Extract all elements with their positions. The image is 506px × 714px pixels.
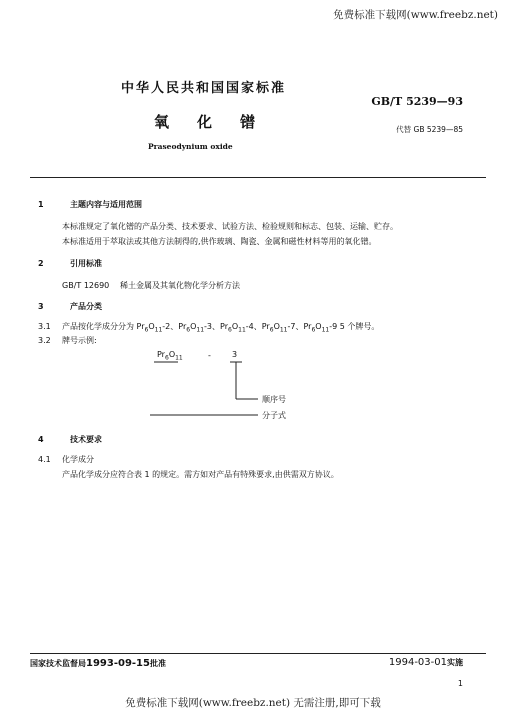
watermark-top: 免费标准下载网(www.freebz.net) [333, 9, 498, 21]
grade-list [136, 322, 338, 334]
label-molecular-formula: 分子式 [262, 411, 286, 420]
clause-title: 牌号示例: [62, 336, 97, 345]
grade-mid: O [273, 322, 280, 331]
section-title: 技术要求 [70, 435, 102, 444]
clause-3-1 [38, 321, 379, 334]
example-dash: - [208, 351, 211, 360]
section-4-heading [38, 434, 102, 445]
grade-suffix: -4 [245, 322, 254, 331]
national-standard-heading: 中华人民共和国国家标准 [121, 81, 287, 96]
grade-separator: 、 [253, 322, 262, 331]
section-number: 3 [38, 302, 44, 311]
grade-base: Pr [261, 322, 270, 331]
standard-code: GB/T 5239—93 [371, 95, 463, 108]
grade-mid: O [148, 322, 155, 331]
normative-reference [62, 280, 240, 291]
section-title: 产品分类 [70, 302, 102, 311]
grade-mid: O [231, 322, 239, 331]
section-title: 引用标准 [70, 259, 102, 268]
grade-example-connector-lines [150, 360, 260, 420]
grade-separator: 、 [170, 322, 179, 331]
section-number: 4 [38, 435, 44, 444]
replaces-note: 代替 GB 5239—85 [396, 125, 463, 134]
page-number: 1 [457, 679, 463, 688]
document-title: 氧化镨 [154, 113, 284, 131]
clause-text-before: 产品按化学成分分为 [62, 322, 137, 331]
grade-separator: 、 [295, 322, 304, 331]
grade-sub-2: 11 [238, 326, 246, 334]
footer-divider [30, 653, 486, 654]
grade-separator: 、 [212, 322, 221, 331]
grade-item [303, 322, 338, 334]
grade-sub-1: 6 [311, 326, 316, 334]
formula-sub-2: 11 [175, 354, 183, 362]
reference-code: GB/T 12690 [62, 281, 110, 290]
grade-suffix: -3 [204, 322, 213, 331]
grade-item [261, 322, 296, 334]
clause-title: 化学成分 [62, 455, 94, 464]
clause-number: 4.1 [38, 455, 51, 464]
grade-suffix: -9 [329, 322, 338, 331]
grade-sub-2: 11 [321, 326, 330, 334]
grade-sub-1: 6 [144, 326, 149, 334]
watermark-bottom: 免费标准下载网(www.freebz.net) 无需注册,即可下载 [125, 697, 381, 709]
grade-mid: O [190, 322, 197, 331]
reference-title: 稀土金属及其氧化物化学分析方法 [120, 281, 240, 290]
clause-number: 3.2 [38, 336, 51, 345]
section-number: 2 [38, 259, 44, 268]
header-divider [30, 177, 486, 178]
example-sequence-number: 3 [232, 350, 238, 359]
clause-text-after: 5 个牌号。 [337, 322, 380, 331]
grade-sub-1: 6 [228, 326, 232, 334]
section-3-heading [38, 301, 102, 312]
implementation-line [389, 657, 463, 668]
formula-sub-1: 6 [164, 354, 169, 362]
section-1-heading [38, 199, 142, 210]
grade-base: Pr [136, 322, 145, 331]
implementation-date: 1994-03-01 [388, 657, 447, 668]
section-1-paragraph-1: 本标准规定了氧化镨的产品分类、技术要求、试验方法、检验规则和标志、包装、运输、贮存。 [62, 222, 398, 231]
grade-sub-1: 6 [269, 326, 274, 334]
formula-base: Pr [157, 350, 165, 359]
grade-item [220, 322, 254, 334]
grade-sub-2: 11 [196, 326, 205, 334]
english-title: Praseodynium oxide [148, 142, 233, 151]
section-2-heading [38, 258, 102, 269]
grade-mid: O [315, 322, 322, 331]
clause-4-1 [38, 454, 94, 465]
issue-suffix: 批准 [149, 659, 166, 668]
issuer: 国家技术监督局 [30, 659, 86, 668]
section-title: 主题内容与适用范围 [70, 200, 142, 209]
grade-base: Pr [220, 322, 228, 331]
grade-sub-2: 11 [154, 326, 163, 334]
grade-suffix: -7 [287, 322, 296, 331]
formula-mid: O [168, 350, 176, 359]
grade-item [178, 322, 213, 334]
grade-sub-2: 11 [279, 326, 288, 334]
grade-suffix: -2 [162, 322, 171, 331]
section-number: 1 [38, 200, 44, 209]
grade-sub-1: 6 [186, 326, 191, 334]
clause-4-1-text: 产品化学成分应符合表 1 的规定。需方如对产品有特殊要求,由供需双方协议。 [62, 470, 339, 479]
grade-base: Pr [303, 322, 312, 331]
section-1-paragraph-2: 本标准适用于萃取法或其他方法制得的,供作玻璃、陶瓷、金属和磁性材料等用的氧化镨。 [62, 237, 377, 246]
grade-base: Pr [178, 322, 187, 331]
issue-line [30, 658, 166, 669]
label-sequence-number: 顺序号 [262, 395, 286, 404]
implementation-suffix: 实施 [447, 658, 463, 667]
grade-item [136, 322, 171, 334]
clause-number: 3.1 [38, 322, 51, 331]
clause-3-2 [38, 335, 97, 346]
issue-date: 1993-09-15 [86, 658, 150, 669]
